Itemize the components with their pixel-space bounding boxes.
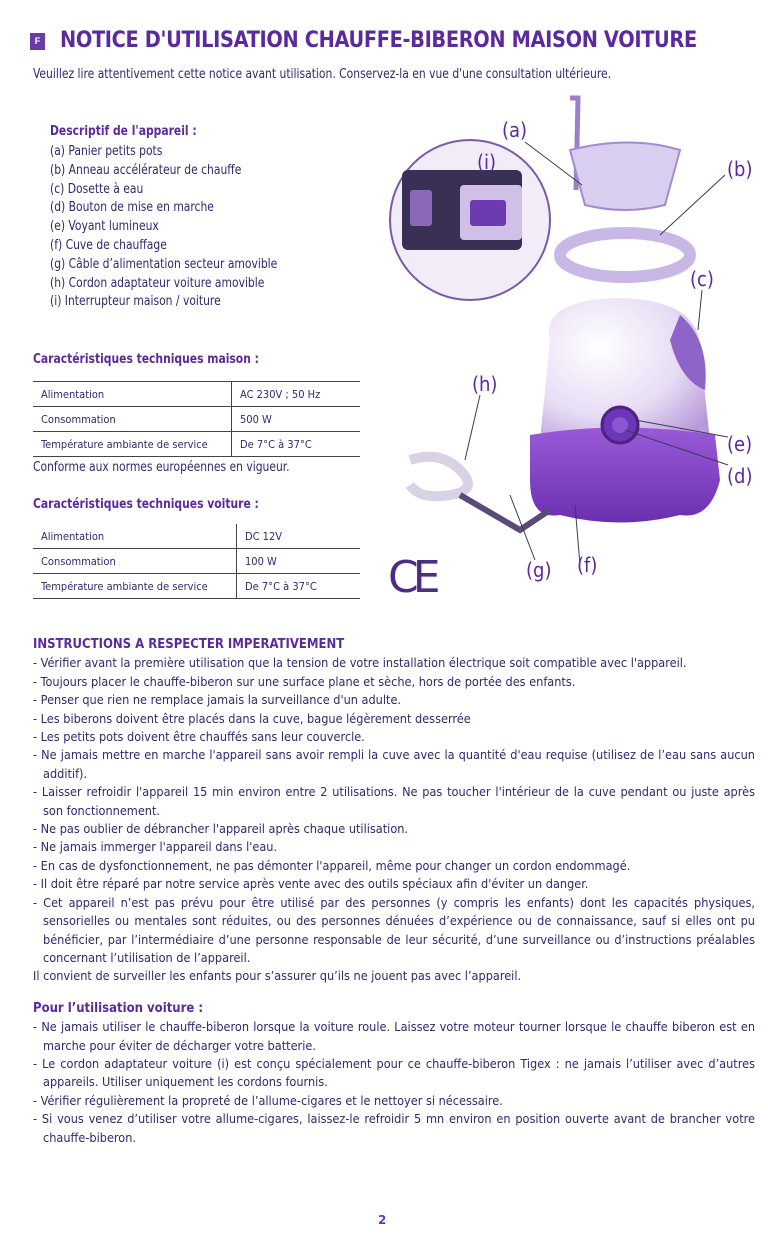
list-item: - Ne jamais mettre en marche l'appareil sans avoir rempli la cuve avec la quantité d'eau requise (utilisez de l’eau sans aucun additif). <box>33 747 755 781</box>
list-item: (h) Cordon adaptateur voiture amovible <box>50 275 265 291</box>
table-row <box>33 432 360 457</box>
table-cell: Consommation <box>33 407 232 432</box>
specs-maison-table <box>33 381 360 457</box>
ring-part <box>560 233 690 277</box>
list-item: - Il doit être réparé par notre service après vente avec des outils spéciaux afin d'éviter un danger. <box>33 876 589 892</box>
instructions-section <box>33 636 755 1147</box>
label-g: (g) <box>526 558 552 582</box>
list-item: - Toujours placer le chauffe-biberon sur une surface plane et sèche, hors de portée des enfants. <box>33 673 576 689</box>
basket-part <box>570 98 680 210</box>
label-c: (c) <box>690 267 714 291</box>
warmer-body <box>530 298 720 523</box>
list-item: - Vérifier avant la première utilisation que la tension de votre installation électrique soit compatible avec l'appareil. <box>33 655 687 671</box>
label-b: (b) <box>727 157 753 181</box>
table-row <box>33 382 360 407</box>
table-cell: De 7°C à 37°C <box>237 574 361 599</box>
label-i: (i) <box>477 150 497 174</box>
list-item: - Les biberons doivent être placés dans la cuve, bague légèrement desserrée <box>33 710 471 726</box>
list-item: - Ne jamais utiliser le chauffe-biberon lorsque la voiture roule. Laissez votre moteur tourner lorsque le chauffe biberon est en marche pour éviter de décharger votre batterie. <box>33 1019 755 1053</box>
table-cell: Alimentation <box>33 382 232 407</box>
label-d: (d) <box>727 464 753 488</box>
table-cell: Consommation <box>33 549 237 574</box>
table-cell: Alimentation <box>33 524 237 549</box>
label-f: (f) <box>577 553 598 577</box>
list-item: - Ne jamais immerger l'appareil dans l'eau. <box>33 839 278 855</box>
list-item: (i) Interrupteur maison / voiture <box>50 294 221 310</box>
label-e: (e) <box>727 432 753 456</box>
table-row <box>33 524 360 549</box>
table-row <box>33 407 360 432</box>
list-item: (a) Panier petits pots <box>50 144 163 159</box>
descriptif-list <box>50 143 297 312</box>
list-item: - Les petits pots doivent être chauffés sans leur couvercle. <box>33 729 365 745</box>
table-cell: 500 W <box>232 407 361 432</box>
table-row <box>33 549 360 574</box>
ce-mark-icon: CE <box>388 552 435 603</box>
voiture-title: Pour l’utilisation voiture : <box>33 1000 204 1016</box>
list-item: - En cas de dysfonctionnement, ne pas démonter l'appareil, même pour changer un cordon endommagé. <box>33 857 631 873</box>
conformity-text: Conforme aux normes européennes en vigueur. <box>33 460 290 475</box>
table-row <box>33 574 360 599</box>
intro-text: Veuillez lire attentivement cette notice avant utilisation. Conservez-la en vue d'une consultation ultérieure. <box>33 67 612 82</box>
table-cell: De 7°C à 37°C <box>232 432 361 457</box>
list-item: - Cet appareil n’est pas prévu pour être utilisé par des personnes (y compris les enfants) dont les capacités physiques, sensorielles ou mentales sont réduites, ou des personnes dénuées d’expérience ou de connaissance, sauf si elles ont pu bénéficier, par l’intermédiaire d’une personne responsable de leur sécurité, d’une surveillance ou d’instructions préalables concernant l’utilisation de l’appareil. <box>33 894 755 965</box>
list-item: (b) Anneau accélérateur de chauffe <box>50 162 242 178</box>
list-item: - Laisser refroidir l'appareil 15 min environ entre 2 utilisations. Ne pas toucher l'intérieur de la cuve pendant ou juste après son fonctionnement. <box>33 784 755 818</box>
list-item: (f) Cuve de chauffage <box>50 237 167 253</box>
closing-text: Il convient de surveiller les enfants pour s’assurer qu’ils ne jouent pas avec l’appareil. <box>33 968 522 984</box>
specs-voiture-table <box>33 524 360 599</box>
list-item: (e) Voyant lumineux <box>50 219 159 235</box>
label-a: (a) <box>502 118 528 142</box>
language-badge: F <box>30 33 45 50</box>
page-title: NOTICE D'UTILISATION CHAUFFE-BIBERON MAISON VOITURE <box>60 28 697 53</box>
list-item: (d) Bouton de mise en marche <box>50 200 214 216</box>
page-number: 2 <box>378 1213 387 1227</box>
list-item: - Ne pas oublier de débrancher l'appareil après chaque utilisation. <box>33 821 409 837</box>
descriptif-title: Descriptif de l'appareil : <box>50 124 197 139</box>
list-item: - Si vous venez d’utiliser votre allume-cigares, laissez-le refroidir 5 mn environ en position ouverte avant de brancher votre chauffe-biberon. <box>33 1111 755 1145</box>
specs-voiture-title: Caractéristiques techniques voiture : <box>33 497 259 512</box>
car-cable <box>410 457 468 497</box>
list-item: (g) Câble d’alimentation secteur amovible <box>50 256 278 272</box>
table-cell: 100 W <box>237 549 361 574</box>
product-diagram <box>380 90 768 620</box>
table-cell: Température ambiante de service <box>33 574 237 599</box>
instructions-title: INSTRUCTIONS A RESPECTER IMPERATIVEMENT <box>33 637 345 652</box>
label-h: (h) <box>472 372 498 396</box>
list-item: - Vérifier régulièrement la propreté de l’allume-cigares et le nettoyer si nécessaire. <box>33 1092 503 1108</box>
table-cell: Température ambiante de service <box>33 432 232 457</box>
specs-maison-title: Caractéristiques techniques maison : <box>33 352 259 367</box>
switch-zoom-circle <box>390 140 550 300</box>
table-cell: AC 230V ; 50 Hz <box>232 382 361 407</box>
list-item: (c) Dosette à eau <box>50 181 144 197</box>
table-cell: DC 12V <box>237 524 361 549</box>
list-item: - Penser que rien ne remplace jamais la surveillance d'un adulte. <box>33 692 402 708</box>
list-item: - Le cordon adaptateur voiture (i) est conçu spécialement pour ce chauffe-biberon Tigex : ne jamais l’utiliser avec d’autres appareils. Utiliser uniquement les cordons fournis. <box>33 1055 755 1090</box>
